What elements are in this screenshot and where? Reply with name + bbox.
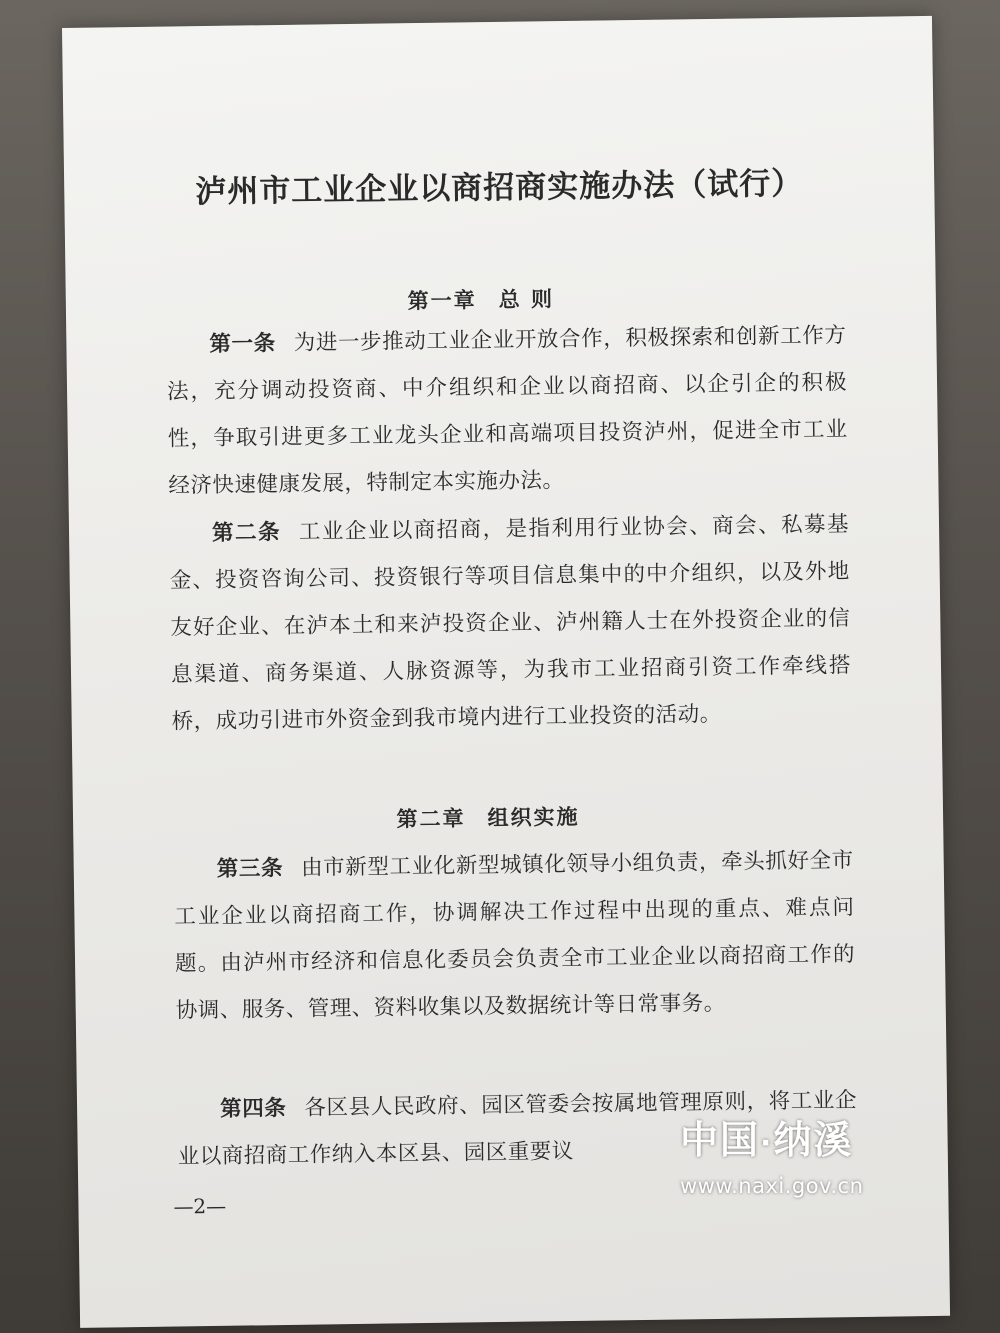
chapter-1-label: 第一章 <box>407 287 477 314</box>
article-4-label: 第四条 <box>219 1095 287 1122</box>
article-1-text: 为进一步推动工业企业开放合作，积极探索和创新工作方法，充分调动投资商、中介组织和企业以商招商、以企引企的积极性，争取引进更多工业龙头企业和高端项目投资泸州，促进全市工业经济快速健康发展，特制定本实施办法。 <box>166 323 848 499</box>
watermark-brand-prefix: 中国 <box>680 1118 761 1162</box>
article-1 <box>166 312 849 509</box>
article-2-label: 第二条 <box>211 519 282 546</box>
article-1-label: 第一条 <box>209 331 276 357</box>
watermark-url: www.naxi.gov.cn <box>680 1174 864 1198</box>
naxi-watermark <box>680 1118 890 1198</box>
watermark-brand-name: 纳溪 <box>773 1118 854 1162</box>
document-title: 泸州市工业企业以商招商实施办法（试行） <box>195 165 804 211</box>
chapter-1-name: 总 则 <box>498 286 555 312</box>
chapter-2-heading <box>73 796 903 838</box>
article-3-label: 第三条 <box>216 855 284 882</box>
chapter-2-name: 组织实施 <box>487 803 580 831</box>
watermark-dot: · <box>760 1126 774 1161</box>
article-3-text: 由市新型工业化新型城镇化领导小组负责，牵头抓好全市工业企业以商招商工作，协调解决工作过程中出现的重点、难点问题。由泸州市经济和信息化委员会负责全市工业企业以商招商工作的协调、服务、管理、资料收集以及数据统计等日常事务。 <box>174 848 856 1024</box>
article-2 <box>169 501 852 745</box>
page-number: —2— <box>173 1193 227 1219</box>
article-2-text: 工业企业以商招商，是指利用行业协会、商会、私募基金、投资咨询公司、投资银行等项目信息集中的中介组织，以及外地友好企业、在泸本土和来泸投资企业、泸州籍人士在外投资企业的信息渠道、商务渠道、人脉资源等，为我市工业招商引资工作牵线搭桥，成功引进市外资金到我市境内进行工业投资的活动。 <box>169 512 852 735</box>
watermark-logo <box>680 1118 890 1166</box>
chapter-2-label: 第二章 <box>396 805 466 832</box>
article-3 <box>173 837 856 1034</box>
article-4-text: 各区县人民政府、园区管委会按属地管理原则，将工业企业以商招商工作纳入本区县、园区重要议 <box>177 1088 858 1170</box>
